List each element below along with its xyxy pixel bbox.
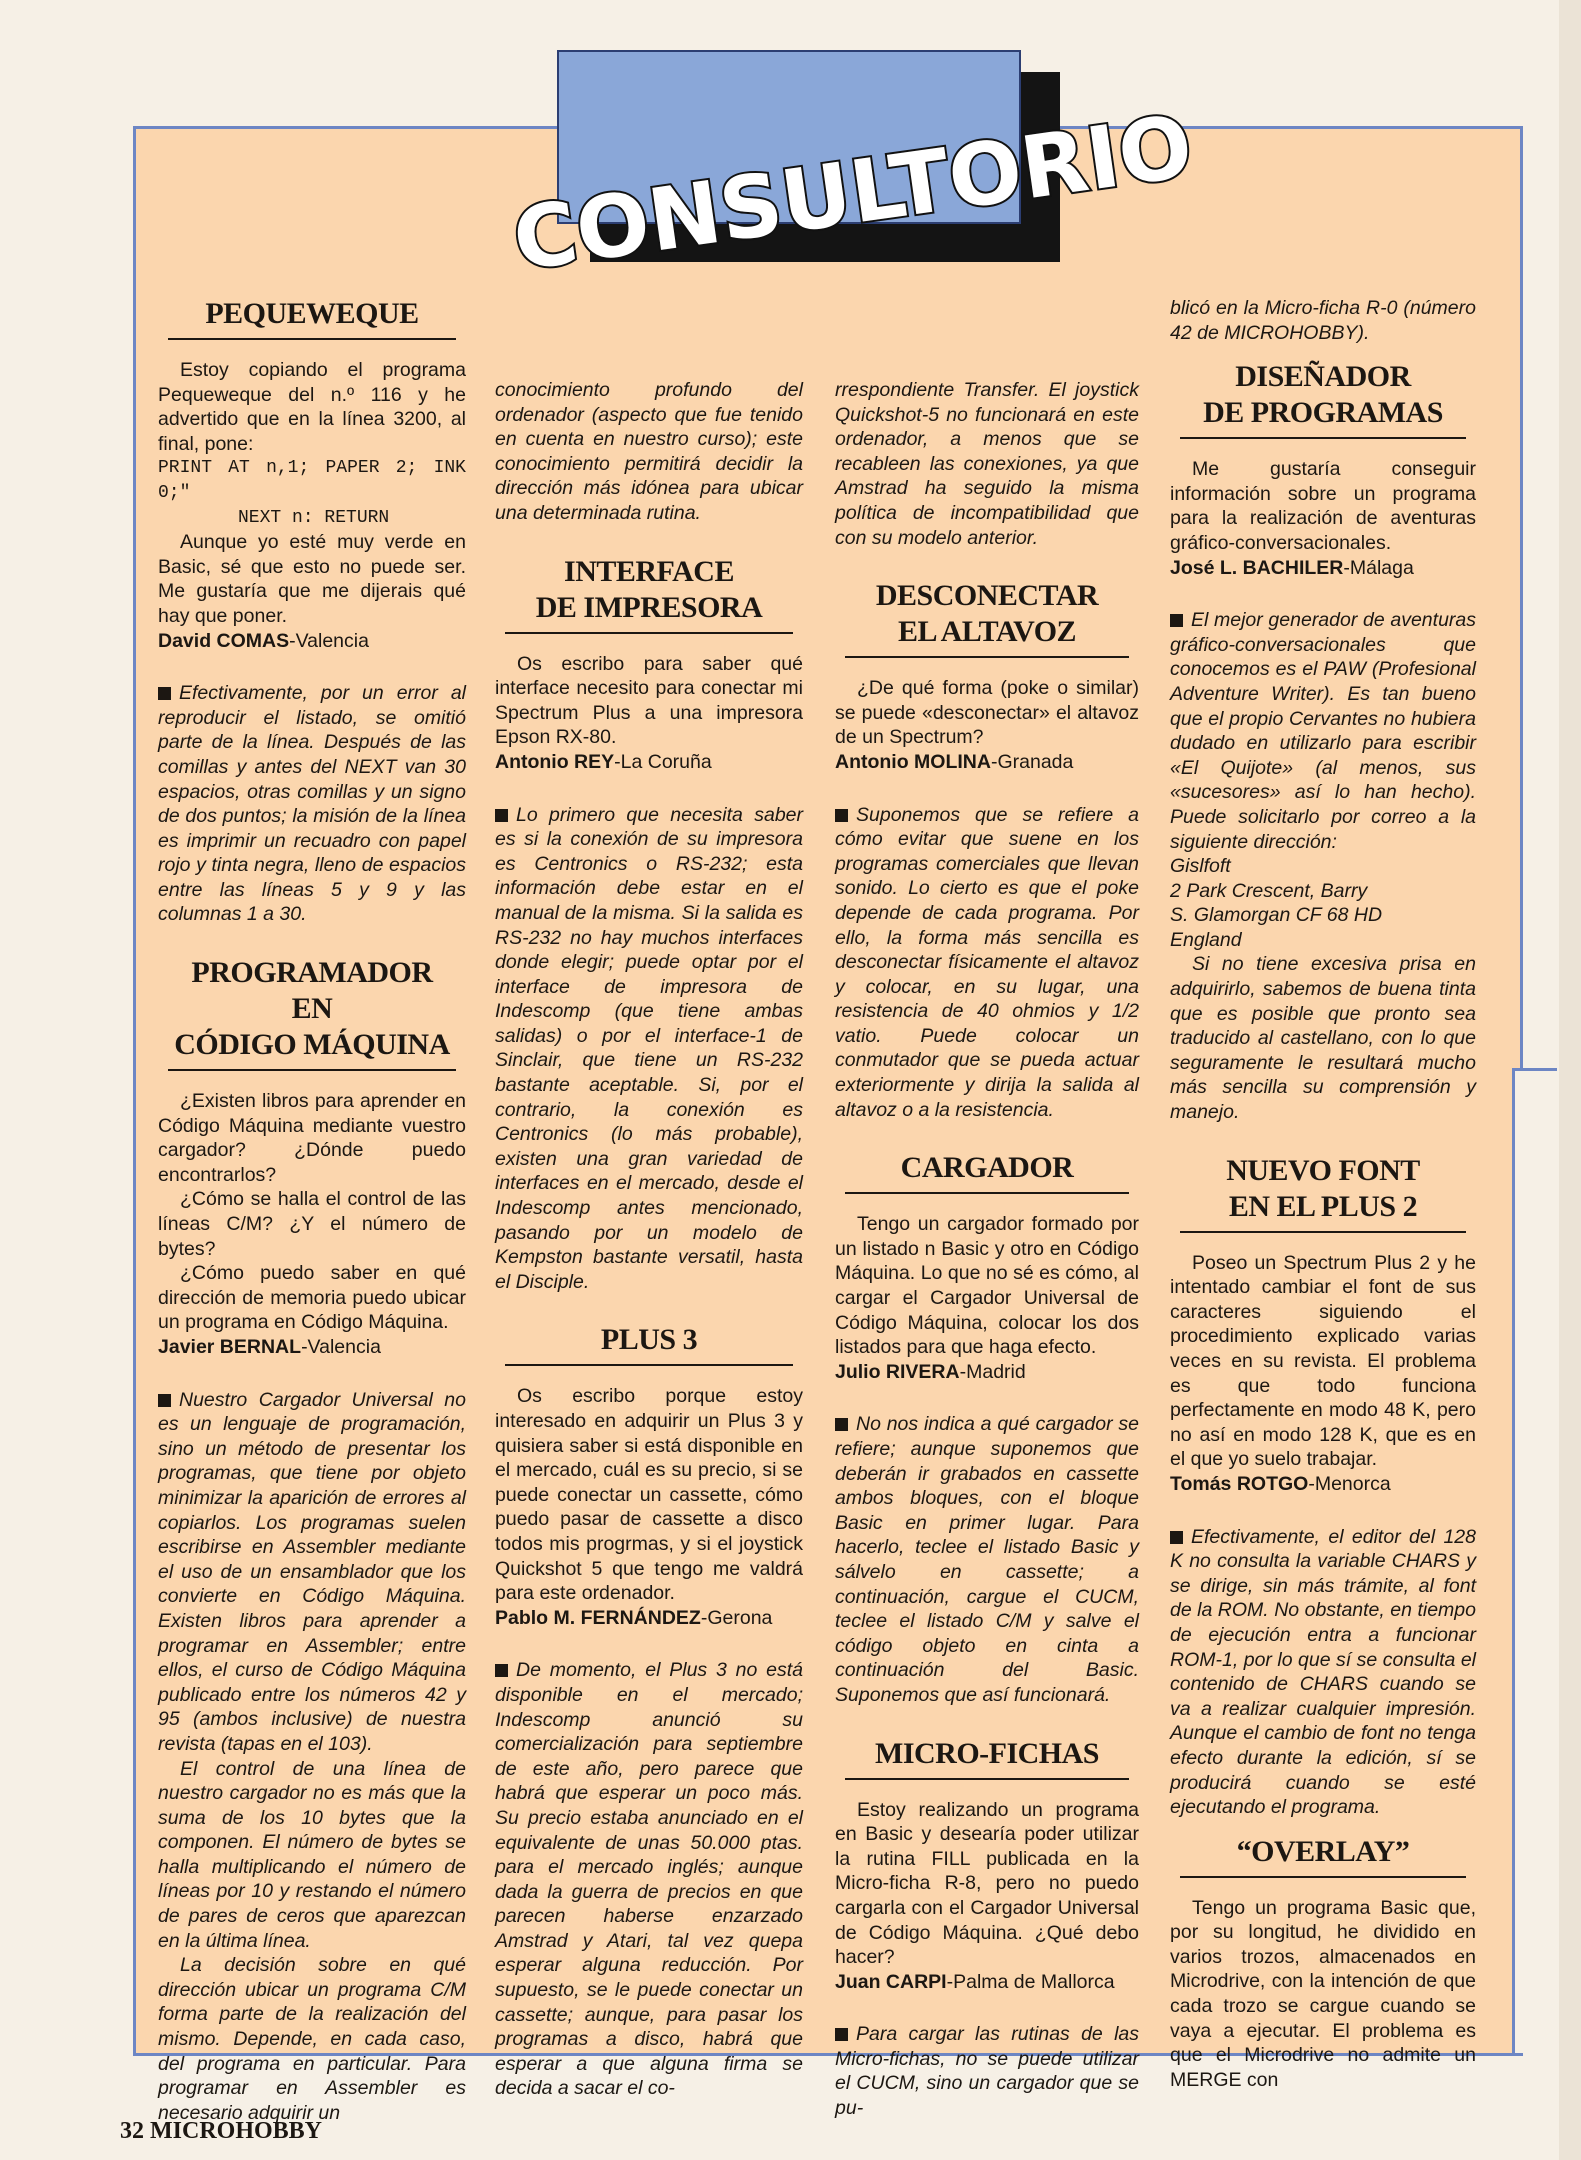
page-number: 32	[120, 2118, 144, 2144]
article-title: CARGADOR	[845, 1150, 1129, 1194]
article-title: PLUS 3	[505, 1322, 793, 1366]
column-3	[835, 378, 1139, 2121]
signature-name: José L. BACHILER	[1170, 556, 1344, 579]
answer-bullet	[158, 1394, 171, 1407]
article-title: NUEVO FONT EN EL PLUS 2	[1180, 1153, 1466, 1233]
page-footer	[120, 2118, 322, 2145]
signature-place: -Gerona	[700, 1606, 773, 1629]
answer-bullet	[835, 2028, 848, 2041]
question-text: Estoy copiando el programa Pequeweque del n.º 116 y he advertido que en la línea 3200, al final, pone:	[158, 359, 466, 455]
signature-name: Javier BERNAL	[158, 1336, 302, 1358]
answer-text: blicó en la Micro-ficha R-0 (número 42 de MICROHOBBY).	[1170, 297, 1476, 344]
signature-name: Julio RIVERA	[835, 1360, 960, 1383]
signature-place: -Valencia	[289, 629, 369, 652]
answer-bullet	[835, 1418, 848, 1431]
answer-text: Efectivamente, el editor del 128 K no consulta la variable CHARS y se dirige, sin más trámite, al font de la ROM. No obstante, en tiempo de ejecución entra a funcionar ROM-1, por lo que sí se consulta el contenido de CHARS cuando se va a realizar cualquier impresión. Aunque el cambio de font no tenga efecto durante la edición, sí se producirá cuando se esté ejecutando el programa.	[1170, 1525, 1476, 1819]
answer-text: La decisión sobre en qué dirección ubicar un programa C/M forma parte de la realización del mismo. Depende, en cada caso, del programa en particular. Para programar en Assembler es necesario adquirir un	[158, 1954, 466, 2124]
signature-place: -Málaga	[1343, 556, 1414, 579]
panel-border	[1512, 1068, 1515, 2053]
question-text: Estoy realizando un programa en Basic y desearía poder utilizar la rutina FILL publicada en la Micro-ficha R-8, pero no puedo cargarla con el Cargador Universal de Código Máquina. ¿Qué debo hacer?	[835, 1798, 1139, 1969]
column-1	[158, 296, 466, 2125]
article-title: DESCONECTAR EL ALTAVOZ	[845, 578, 1129, 658]
signature-place: -La Coruña	[614, 750, 712, 773]
answer-bullet	[495, 1664, 508, 1677]
signature-name: Pablo M. FERNÁNDEZ	[495, 1606, 701, 1629]
answer-bullet	[835, 809, 848, 822]
signature-place: -Valencia	[301, 1336, 381, 1358]
article-title: DISEÑADOR DE PROGRAMAS	[1180, 359, 1466, 439]
answer-text: Lo primero que necesita saber es si la conexión de su impresora es Centronics o RS-232; esta información debe estar en el manual de la misma. Si la salida es RS-232 no hay muchos interfaces donde elegir; puede optar por el interface de impresora de Indescomp (que tiene ambas salidas) o por el interface-1 de Sinclair, que tiene un RS-232 bastante aceptable. Si, por el contrario, la conexión es Centronics (lo más probable), existen una gran variedad de interfaces en el mercado, desde el Indescomp antes mencionado, pasando por un modelo de Kempston bastante versatil, hasta el Disciple.	[495, 803, 803, 1293]
question-text: Me gustaría conseguir información sobre un programa para la realización de aventuras gráfico-conversacionales.	[1170, 458, 1476, 554]
column-4	[1170, 296, 1476, 2092]
article-title: “OVERLAY”	[1180, 1834, 1466, 1878]
section-logo	[500, 70, 1199, 291]
signature	[495, 1606, 803, 1631]
signature-place: -Menorca	[1308, 1472, 1391, 1495]
signature-name: Juan CARPI	[835, 1970, 947, 1993]
signature	[1170, 1472, 1476, 1497]
signature	[835, 750, 1139, 775]
answer-text: El mejor generador de aventuras gráfico-conversacionales que conocemos es el PAW (Profesional Adventure Writer). Es tan bueno que el propio Cervantes no hubiera dudado en utilizarlo para escribir «El Quijote» (al menos, sus «sucesores» así lo han hecho). Puede solicitarlo por correo a la siguiente dirección:	[1170, 609, 1476, 853]
question-text: Poseo un Spectrum Plus 2 y he intentado cambiar el font de sus caracteres siguiendo el procedimiento explicado varias veces en su revista. El problema es que todo funciona perfectamente en modo 48 K, pero no así en modo 128 K, que es en el que yo suelo trabajar.	[1170, 1251, 1476, 1471]
question-text: ¿Cómo se halla el control de las líneas C/M? ¿Y el número de bytes?	[158, 1188, 466, 1260]
address-line: England	[1170, 928, 1242, 951]
signature	[495, 750, 803, 775]
address-line: 2 Park Crescent, Barry	[1170, 879, 1368, 902]
signature	[1170, 556, 1476, 581]
code-line: PRINT AT n,1; PAPER 2; INK 0;"	[158, 458, 466, 503]
signature-place: -Madrid	[959, 1360, 1026, 1383]
signature-name: Antonio REY	[495, 750, 615, 773]
article-title: INTERFACE DE IMPRESORA	[505, 554, 793, 634]
page-edge	[1559, 0, 1581, 2160]
answer-bullet	[1170, 1531, 1183, 1544]
answer-bullet	[495, 809, 508, 822]
answer-text: Para cargar las rutinas de las Micro-fichas, no se puede utilizar el CUCM, sino un cargador que se pu-	[835, 2023, 1139, 2120]
question-text: ¿Cómo puedo saber en qué dirección de memoria puedo ubicar un programa en Código Máquina.	[158, 1262, 466, 1334]
article-title: PROGRAMADOR EN CÓDIGO MÁQUINA	[168, 955, 456, 1071]
signature-place: -Palma de Mallorca	[946, 1970, 1115, 1993]
question-text: Tengo un programa Basic que, por su longitud, he dividido en varios trozos, almacenados en Microdrive, con la intención de que cada trozo se cargue cuando se vaya a ejecutar. El problema es que el Microdrive no admite un MERGE con	[1170, 1896, 1476, 2091]
answer-text: rrespondiente Transfer. El joystick Quickshot-5 no funcionará en este ordenador, a menos que se recableen las conexiones, ya que Amstrad ha seguido la misma política de incompatibilidad que con su modelo anterior.	[835, 379, 1139, 549]
answer-text: conocimiento profundo del ordenador (aspecto que fue tenido en cuenta en nuestro curso); este conocimiento permitirá decidir la dirección más idónea para ubicar una determinada rutina.	[495, 379, 803, 524]
question-text: Os escribo para saber qué interface necesito para conectar mi Spectrum Plus a una impresora Epson RX-80.	[495, 652, 803, 749]
answer-bullet	[158, 687, 171, 700]
answer-text: Nuestro Cargador Universal no es un lenguaje de programación, sino un método de presentar los programas, que tiene por objeto minimizar la aparición de errores al copiarlos. Los programas suelen escribirse en Assembler mediante el uso de un ensamblador que los convierte en Código Máquina. Existen libros para aprender a programar en Assembler; entre ellos, el curso de Código Máquina publicado entre los números 42 y 95 (ambos inclusive) de nuestra revista (tapas en el 103).	[158, 1388, 466, 1755]
section-title: CONSULTORIO	[507, 96, 1199, 291]
answer-text: No nos indica a qué cargador se refiere; aunque suponemos que deberán ir grabados en cassette ambos bloques, con el bloque Basic en primer lugar. Para hacerlo, teclee el listado Basic y sálvelo en cassette; a continuación, cargue el CUCM, teclee el listado C/M y salve el código objeto en cinta a continuación del Basic. Suponemos que así funcionará.	[835, 1413, 1139, 1706]
answer-text: Si no tiene excesiva prisa en adquirirlo, sabemos de buena tinta que es posible que pronto sea traducido al castellano, con lo que seguramente le resultará mucho más sencilla su comprensión y manejo.	[1170, 953, 1476, 1124]
question-text: Aunque yo esté muy verde en Basic, sé que esto no puede ser. Me gustaría que me dijerais qué hay que poner.	[158, 531, 466, 627]
panel-border-top	[1512, 1068, 1557, 1071]
question-text: ¿Existen libros para aprender en Código Máquina mediante vuestro cargador? ¿Dónde puedo encontrarlos?	[158, 1090, 466, 1186]
magazine-name: MICROHOBBY	[150, 2118, 323, 2144]
article-title: MICRO-FICHAS	[845, 1736, 1129, 1780]
question-text: ¿De qué forma (poke o similar) se puede «desconectar» el altavoz de un Spectrum?	[835, 677, 1139, 749]
answer-text: Suponemos que se refiere a cómo evitar que suene en los programas comerciales que llevan sonido. Lo cierto es que el poke depende de cada programa. Por ello, la forma más sencilla es desconectar físicamente el altavoz y colocar, en su lugar, una resistencia de 40 ohmios y 1/2 vatio. Puede colocar un conmutador que se pueda actuar exteriormente y dirija la salida al altavoz o a la resistencia.	[835, 803, 1139, 1121]
signature-name: David COMAS	[158, 629, 290, 652]
answer-text: Efectivamente, por un error al reproducir el listado, se omitió parte de la línea. Después de las comillas y antes del NEXT van 30 espacios, otras comillas y un signo de dos puntos; la misión de la línea es imprimir un recuadro con papel rojo y tinta negra, lleno de espacios entre las líneas 5 y 9 y las columnas 1 a 30.	[158, 682, 466, 926]
answer-text: De momento, el Plus 3 no está disponible en el mercado; Indescomp anunció su comercialización para septiembre de este año, pero parece que habrá que esperar un poco más. Su precio estaba anunciado en el equivalente de unas 50.000 ptas. para el mercado inglés; aunque dada la guerra de precios en que parecen haberse enzarzado Amstrad y Atari, tal vez quepa esperar alguna reducción. Por supuesto, se le puede conectar un cassette; aunque, para pasar los programas a disco, habrá que esperar a que alguna firma se decida a sacar el co-	[495, 1659, 803, 2100]
address-line: S. Glamorgan CF 68 HD	[1170, 904, 1383, 927]
answer-text: El control de una línea de nuestro cargador no es más que la suma de los 10 bytes que la componen. El número de bytes se halla multiplicando el número de líneas por 10 y restando el número de pares de ceros que aparezcan en la última línea.	[158, 1757, 466, 1952]
column-2	[495, 378, 803, 2101]
question-text: Os escribo porque estoy interesado en adquirir un Plus 3 y quisiera saber si está disponible en el mercado, cuál es su precio, si se puede conectar un cassette, cómo puedo pasar de cassette a disco todos mis progrmas, y si el joystick Quickshot 5 que tengo me valdrá para este ordenador.	[495, 1385, 803, 1605]
signature	[158, 629, 466, 654]
signature	[158, 1335, 466, 1360]
question-text: Tengo un cargador formado por un listado n Basic y otro en Código Máquina. Lo que no sé es cómo, al cargar el Cargador Universal de Código Máquina, colocar los dos listados para que haga efecto.	[835, 1213, 1139, 1359]
signature	[835, 1970, 1139, 1995]
panel-notch	[1512, 1068, 1552, 2053]
address-line: Gislfoft	[1170, 855, 1231, 878]
answer-bullet	[1170, 614, 1183, 627]
signature	[835, 1360, 1139, 1385]
signature-name: Tomás ROTGO	[1170, 1472, 1309, 1495]
code-line: NEXT n: RETURN	[238, 507, 390, 528]
signature-name: Antonio MOLINA	[835, 750, 991, 773]
article-title: PEQUEWEQUE	[168, 296, 456, 340]
signature-place: -Granada	[990, 750, 1074, 773]
